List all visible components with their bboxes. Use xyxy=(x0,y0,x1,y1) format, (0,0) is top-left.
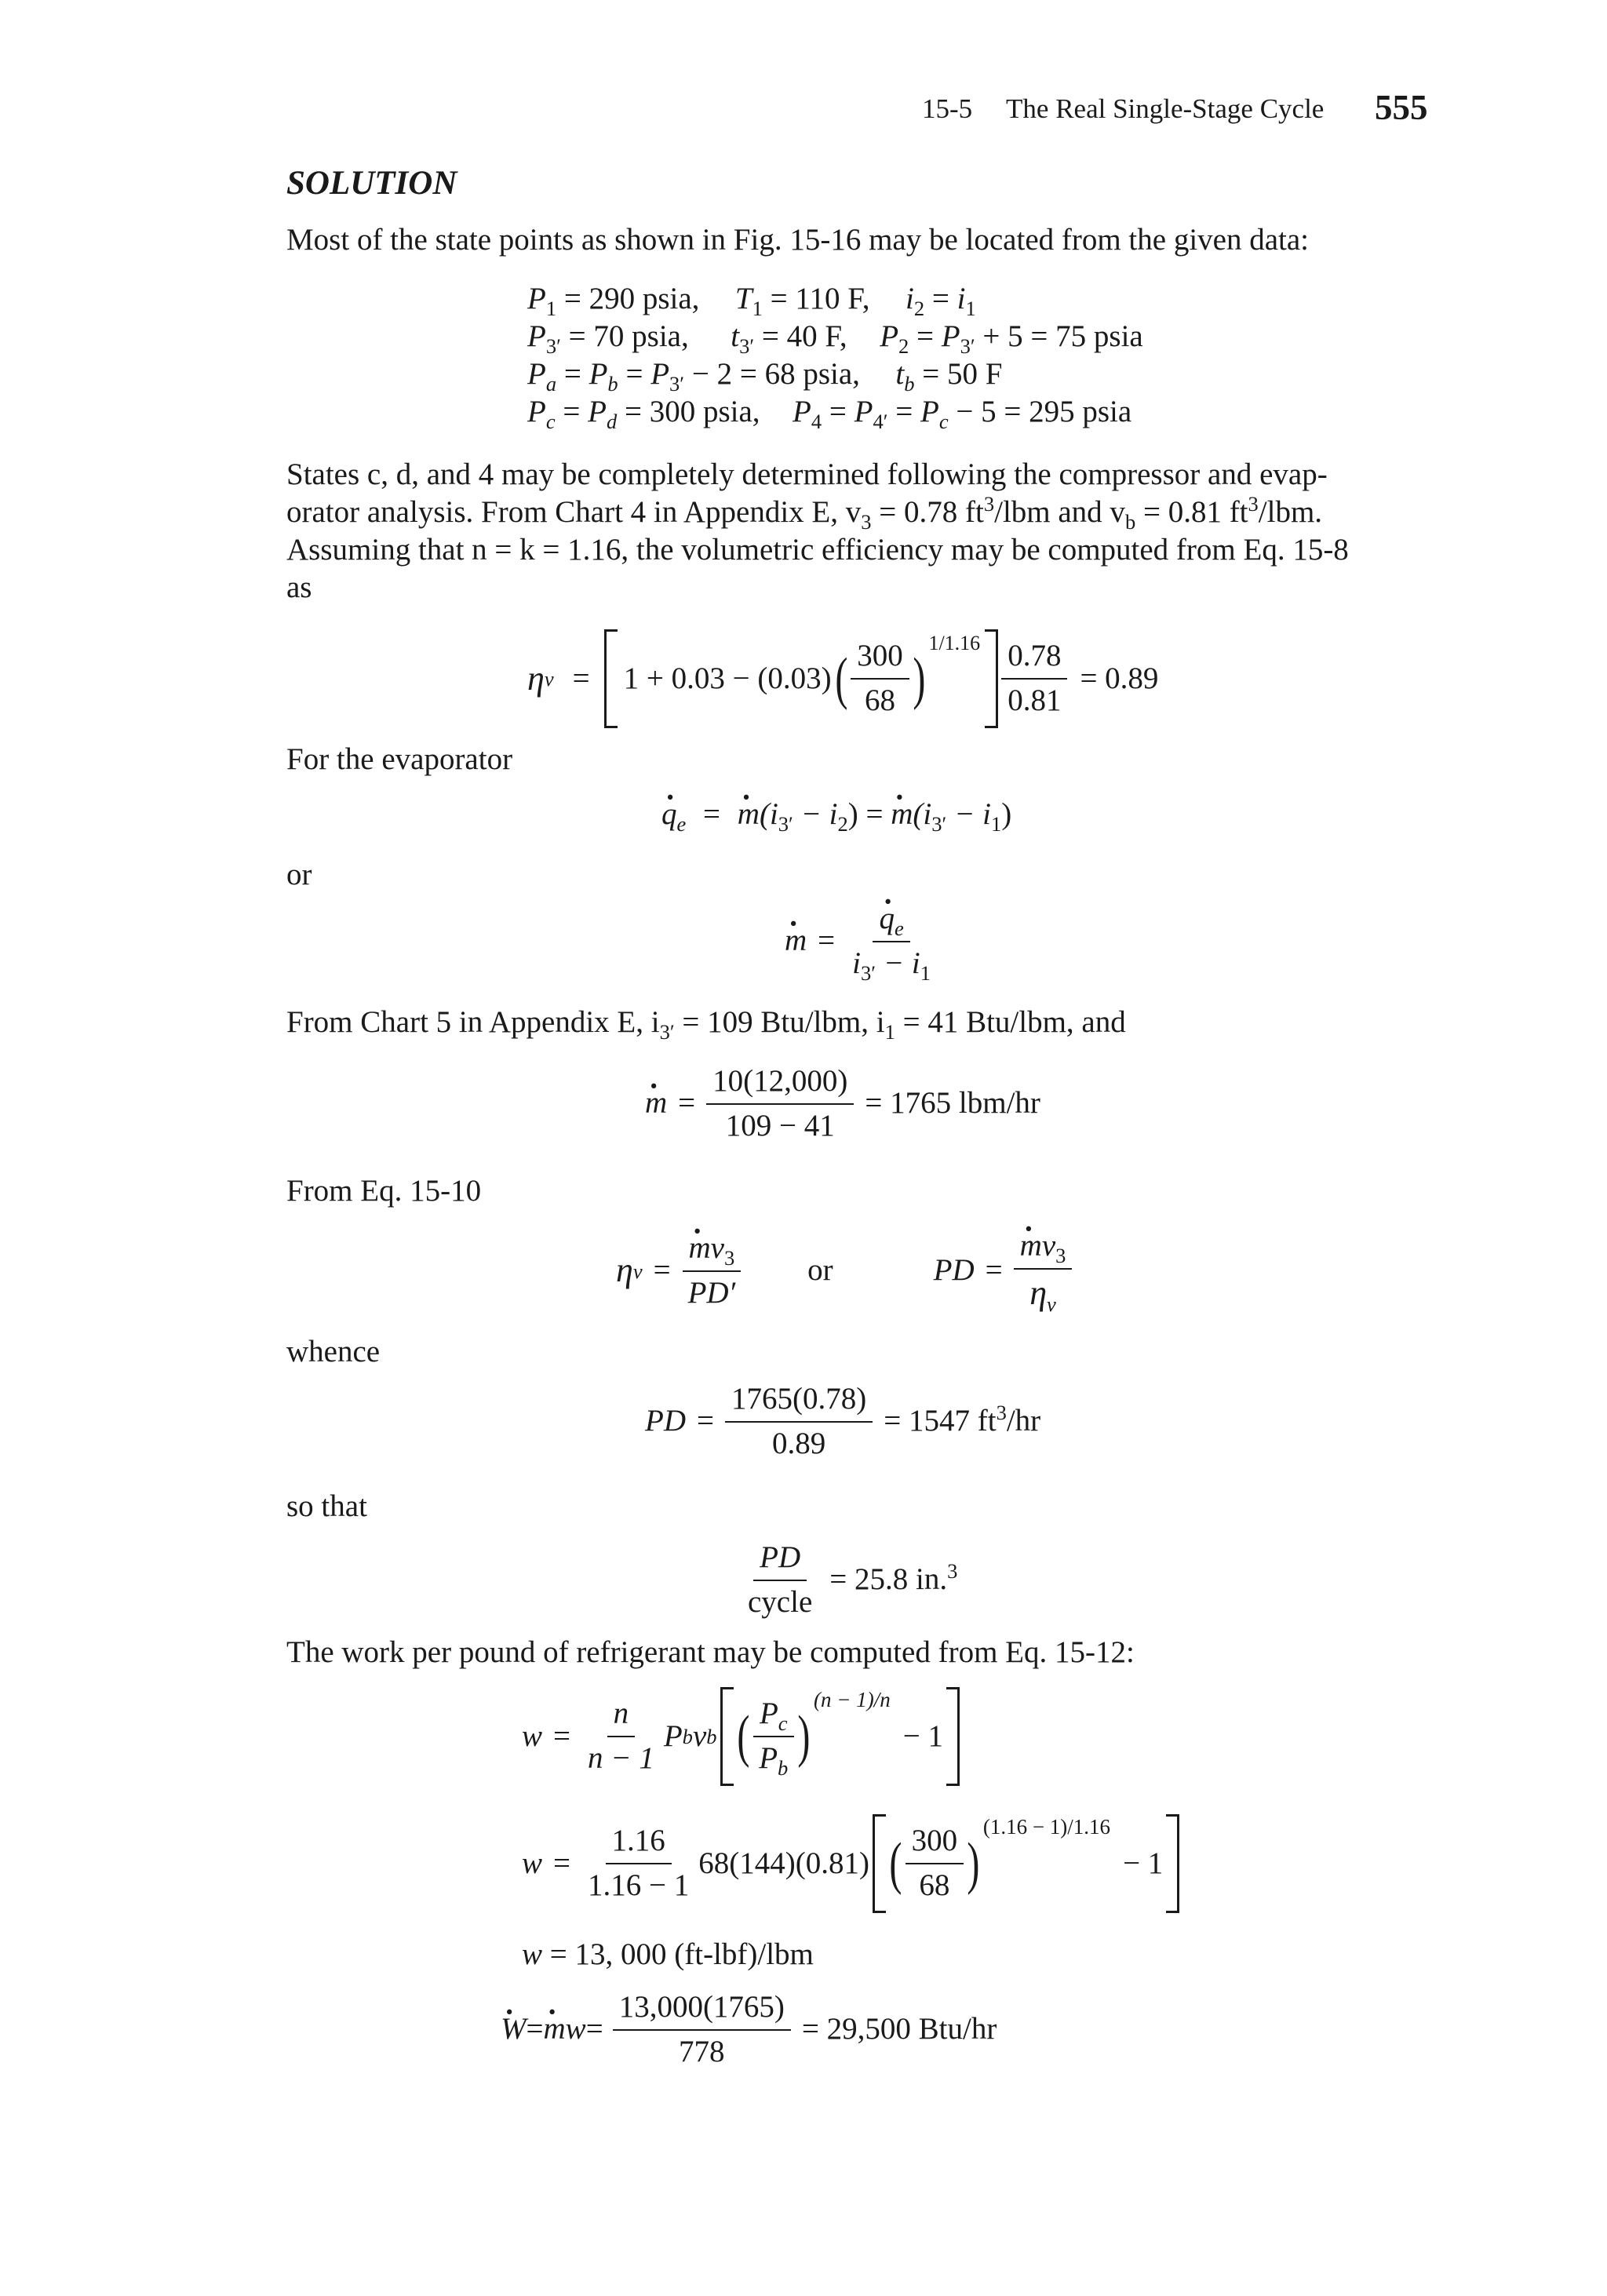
text-chart-5: From Chart 5 in Appendix E, $i_{3'} = 109$ Btu/lbm, $i_1 = 41$ Btu/lbm, and xyxy=(286,1005,1126,1044)
given-row-1: $P_1 = 290$ psia, $T_1 = 110$ F, $i_2 = i_1$ xyxy=(527,282,976,320)
equation-piston-displacement: PD = $\frac{1765(0.78)}{0.89}$ = 1547 $ft^3/hr$ xyxy=(645,1382,1041,1460)
equation-displacement-per-cycle: $\frac{PD}{\text{cycle}}$ = 25.8 in.$^3$ xyxy=(748,1540,958,1619)
running-header xyxy=(922,93,1324,126)
solution-heading: SOLUTION xyxy=(286,165,457,202)
paragraph-states-line-3: Assuming that n = k = 1.16, the volumetric efficiency may be computed from Eq. 15-8 xyxy=(286,533,1349,567)
paragraph-states-line-2: orator analysis. From Chart 4 in Appendix E, $v_3 = 0.78$ $ft^3$/lbm and $v_b = 0.81$ $ft^3$/lbm. xyxy=(286,492,1323,534)
equation-volumetric-efficiency: η v = 1 + 0.03 − (0.03) ( $\frac{300}{68}$ ) 1/1.16 $\frac{0.78}{0.81}$ = 0.89 xyxy=(527,628,1158,730)
equation-mass-flow-value: · m = $\frac{10(12,000)}{109 - 41}$ = 1765 lbm/hr xyxy=(645,1063,1040,1145)
given-row-3: $P_a = P_b = P_{3'} - 2 = 68$ psia, $t_b = 50$ F xyxy=(527,357,1003,395)
text-whence: whence xyxy=(286,1335,381,1368)
section-number: 15-5 xyxy=(922,93,973,124)
text-or: or xyxy=(286,858,312,891)
text-so-that: so that xyxy=(286,1489,367,1523)
text-work-per-pound: The work per pound of refrigerant may be computed from Eq. 15-12: xyxy=(286,1635,1135,1669)
paragraph-states-line-4: as xyxy=(286,570,312,604)
equation-work-result: w = 13, 000 (ft-lbf)/lbm xyxy=(522,1937,814,1971)
paragraph-intro: Most of the state points as shown in Fig. 15-16 may be located from the given data: xyxy=(286,223,1310,257)
equation-evaporator-heat: · $q_e$ = · $m(i_{3'} - i_2)$ = · $m(i_{3'} - i_1)$ xyxy=(661,796,1011,833)
equation-work-general: w = $\frac{n}{n - 1}$ P b v b ( $\frac{P_c}{P_b}$ ) (n − 1)/n − 1 xyxy=(522,1686,960,1788)
equation-power: · W = · m w = $\frac{13,000(1765)}{778}$ = 29,500 Btu/hr xyxy=(501,1989,997,2071)
text-from-eq-15-10: From Eq. 15-10 xyxy=(286,1174,482,1208)
given-row-2: $P_{3'} = 70$ psia, $t_{3'} = 40$ F, $P_2 = P_{3'} + 5 = 75$ psia xyxy=(527,319,1143,358)
paragraph-states-line-1: States c, d, and 4 may be completely determined following the compressor and evap- xyxy=(286,457,1328,491)
given-row-4: $P_c = P_d = 300$ psia, $P_4 = P_{4'} = P_c - 5 = 295$ psia xyxy=(527,395,1132,433)
equation-mass-flow: · m = · $\frac{q_e}{i_{3'} - i_1}$ xyxy=(785,901,937,982)
running-title: The Real Single-Stage Cycle xyxy=(1006,93,1325,124)
text-for-evaporator: For the evaporator xyxy=(286,742,513,776)
equation-work-numeric: w = $\frac{1.16}{1.16 - 1}$ 68(144)(0.81) ( $\frac{300}{68}$ ) (1.16 − 1)/1.16 − 1 xyxy=(522,1813,1179,1915)
page-number: 555 xyxy=(1375,88,1428,127)
equation-volumetric-displacement: η v = · $\frac{mv_3}{PD'}$ or PD = · $\frac{mv_3}{\eta_v}$ xyxy=(616,1228,1072,1314)
